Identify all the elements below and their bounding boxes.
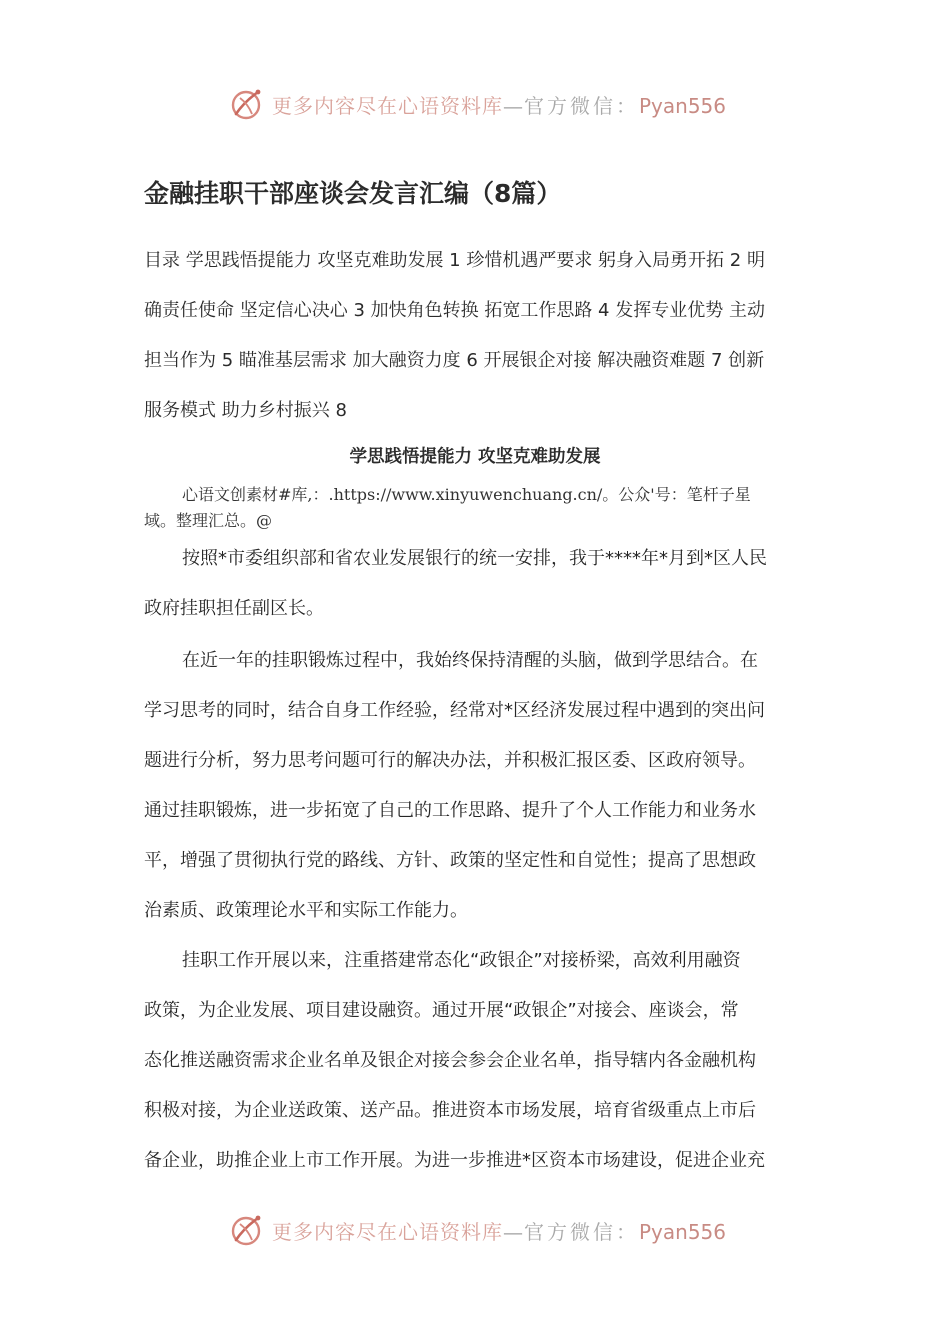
source-note [144,482,806,534]
toc-line: 目录 学思践悟提能力 攻坚克难助发展 1 珍惜机遇严要求 躬身入局勇开拓 2 明 [144,250,765,271]
paragraph-2 [144,636,806,936]
toc-line: 确责任使命 坚定信心决心 3 加快角色转换 拓宽工作思路 4 发挥专业优势 主动 [144,300,765,321]
toc-line: 担当作为 5 瞄准基层需求 加大融资力度 6 开展银企对接 解决融资难题 7 创新 [144,350,765,371]
source-line: 域。整理汇总。@ [144,511,273,530]
paragraph-line: 通过挂职锻炼，进一步拓宽了自己的工作思路、提升了个人工作能力和业务水 [144,800,756,821]
paragraph-line: 政策，为企业发展、项目建设融资。通过开展“政银企”对接会、座谈会，常 [144,1000,739,1021]
paragraph-line: 在近一年的挂职锻炼过程中，我始终保持清醒的头脑，做到学思结合。在 [182,650,758,671]
toc-line: 服务模式 助力乡村振兴 8 [144,400,347,421]
paragraph-line: 政府挂职担任副区长。 [144,598,324,619]
paragraph-line: 积极对接，为企业送政策、送产品。推进资本市场发展，培育省级重点上市后 [144,1100,756,1121]
watermark-wechat-label: 官方微信： [524,1219,639,1244]
header-watermark-banner [228,82,748,126]
paragraph-line: 治素质、政策理论水平和实际工作能力。 [144,900,468,921]
watermark-dash: — [503,93,524,118]
paragraph-line: 按照*市委组织部和省农业发展银行的统一安排，我于****年*月到*区人民 [182,548,767,569]
watermark-handle: Pyan556 [639,1219,727,1244]
brush-logo-icon [228,84,268,124]
document-title: 金融挂职干部座谈会发言汇编（8篇） [144,179,562,208]
brush-logo-icon [228,1210,268,1250]
paragraph-line: 题进行分析，努力思考问题可行的解决办法，并积极汇报区委、区政府领导。 [144,750,756,771]
source-line: 心语文创素材#库,：.https://www.xinyuwenchuang.cn/。公众'号：笔杆子星 [182,485,751,504]
footer-watermark-banner [228,1208,748,1252]
watermark-wechat-label: 官方微信： [524,93,639,118]
paragraph-1 [144,534,806,634]
table-of-contents [144,236,806,436]
paragraph-line: 备企业，助推企业上市工作开展。为进一步推进*区资本市场建设，促进企业充 [144,1150,765,1171]
watermark-slogan: 更多内容尽在心语资料库 [272,1219,503,1244]
watermark-slogan: 更多内容尽在心语资料库 [272,93,503,118]
watermark-handle: Pyan556 [639,93,727,118]
watermark-dash: — [503,1219,524,1244]
paragraph-line: 平，增强了贯彻执行党的路线、方针、政策的坚定性和自觉性；提高了思想政 [144,850,756,871]
watermark-text [272,90,726,119]
paragraph-line: 态化推送融资需求企业名单及银企对接会参会企业名单，指导辖内各金融机构 [144,1050,756,1071]
paragraph-line: 学习思考的同时，结合自身工作经验，经常对*区经济发展过程中遇到的突出问 [144,700,765,721]
section-heading: 学思践悟提能力 攻坚克难助发展 [349,447,601,467]
watermark-text [272,1216,726,1245]
paragraph-3 [144,936,806,1186]
paragraph-line: 挂职工作开展以来，注重搭建常态化“政银企”对接桥梁，高效利用融资 [182,950,741,971]
